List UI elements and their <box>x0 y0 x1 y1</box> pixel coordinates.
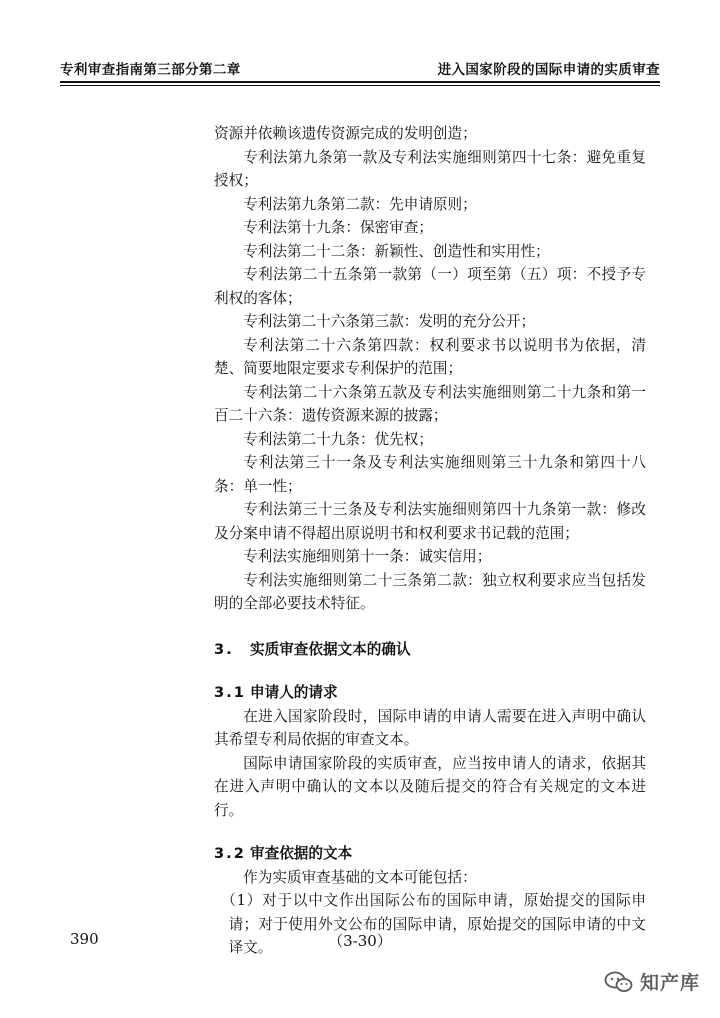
page-number: 390 <box>70 930 99 948</box>
paragraph: 国际申请国家阶段的实质审查，应当按申请人的请求，依据其在进入声明中确认的文本以及随后提交的符合有关规定的文本进行。 <box>214 754 646 819</box>
paragraph: 专利法第三十三条及专利法实施细则第四十九条第一款：修改及分案申请不得超出原说明书和权利要求书记载的范围； <box>214 501 646 542</box>
list-item: （1）对于以中文作出国际公布的国际申请，原始提交的国际申请；对于使用外文公布的国际申请，原始提交的国际申请的中文译文。 <box>221 892 646 956</box>
paragraph: 在进入国家阶段时，国际申请的申请人需要在进入声明中确认其希望专利局依据的审查文本。 <box>214 707 646 748</box>
wechat-icon <box>604 970 634 994</box>
running-header <box>60 58 660 82</box>
paragraph: 专利法第十九条：保密审查； <box>243 219 433 236</box>
paragraph: 作为实质审查基础的文本可能包括： <box>243 868 477 886</box>
paragraph: 专利法第九条第一款及专利法实施细则第四十七条：避免重复授权； <box>214 148 646 189</box>
paragraph: 专利法第二十六条第五款及专利法实施细则第二十九条和第一百二十六条：遗传资源来源的披露； <box>214 383 646 424</box>
paragraph: 专利法第九条第二款：先申请原则； <box>243 195 477 213</box>
header-section-title: 进入国家阶段的国际申请的实质审查 <box>437 62 660 78</box>
paragraph: 专利法实施细则第十一条：诚实信用； <box>243 548 492 565</box>
paragraph: 专利法第二十六条第三款：发明的充分公开； <box>243 313 536 330</box>
section-number: 3.2 <box>214 845 246 862</box>
section-title: 审查依据的文本 <box>250 845 353 862</box>
header-chapter-title: 专利审查指南第三部分第二章 <box>60 62 241 78</box>
section-number: 3. <box>214 640 234 658</box>
watermark <box>604 968 700 995</box>
paragraph: 专利法实施细则第二十三条第二款：独立权利要求应当包括发明的全部必要技术特征。 <box>214 571 646 612</box>
section-number: 3.1 <box>214 684 246 701</box>
section-title: 实质审查依据文本的确认 <box>250 640 411 658</box>
section-heading-3-2 <box>214 842 646 866</box>
paragraph: 专利法第三十一条及专利法实施细则第三十九条和第四十八条：单一性； <box>214 454 646 495</box>
body-text <box>214 122 646 960</box>
paragraph: 专利法第二十九条：优先权； <box>243 430 433 448</box>
header-rule-thick <box>60 81 660 83</box>
page-code: （3-30） <box>328 932 392 950</box>
paragraph: 资源并依赖该遗传资源完成的发明创造； <box>214 125 477 142</box>
paragraph: 专利法第二十五条第一款第（一）项至第（五）项：不授予专利权的客体； <box>214 266 646 307</box>
paragraph: 专利法第二十六条第四款：权利要求书以说明书为依据，清楚、简要地限定要求专利保护的范围； <box>214 336 646 377</box>
header-rule-thin <box>60 85 660 86</box>
section-heading-3 <box>214 638 646 662</box>
watermark-text: 知产库 <box>639 972 700 994</box>
section-title: 申请人的请求 <box>250 684 338 701</box>
paragraph: 专利法第二十二条：新颖性、创造性和实用性； <box>243 242 550 260</box>
section-heading-3-1 <box>214 681 646 705</box>
